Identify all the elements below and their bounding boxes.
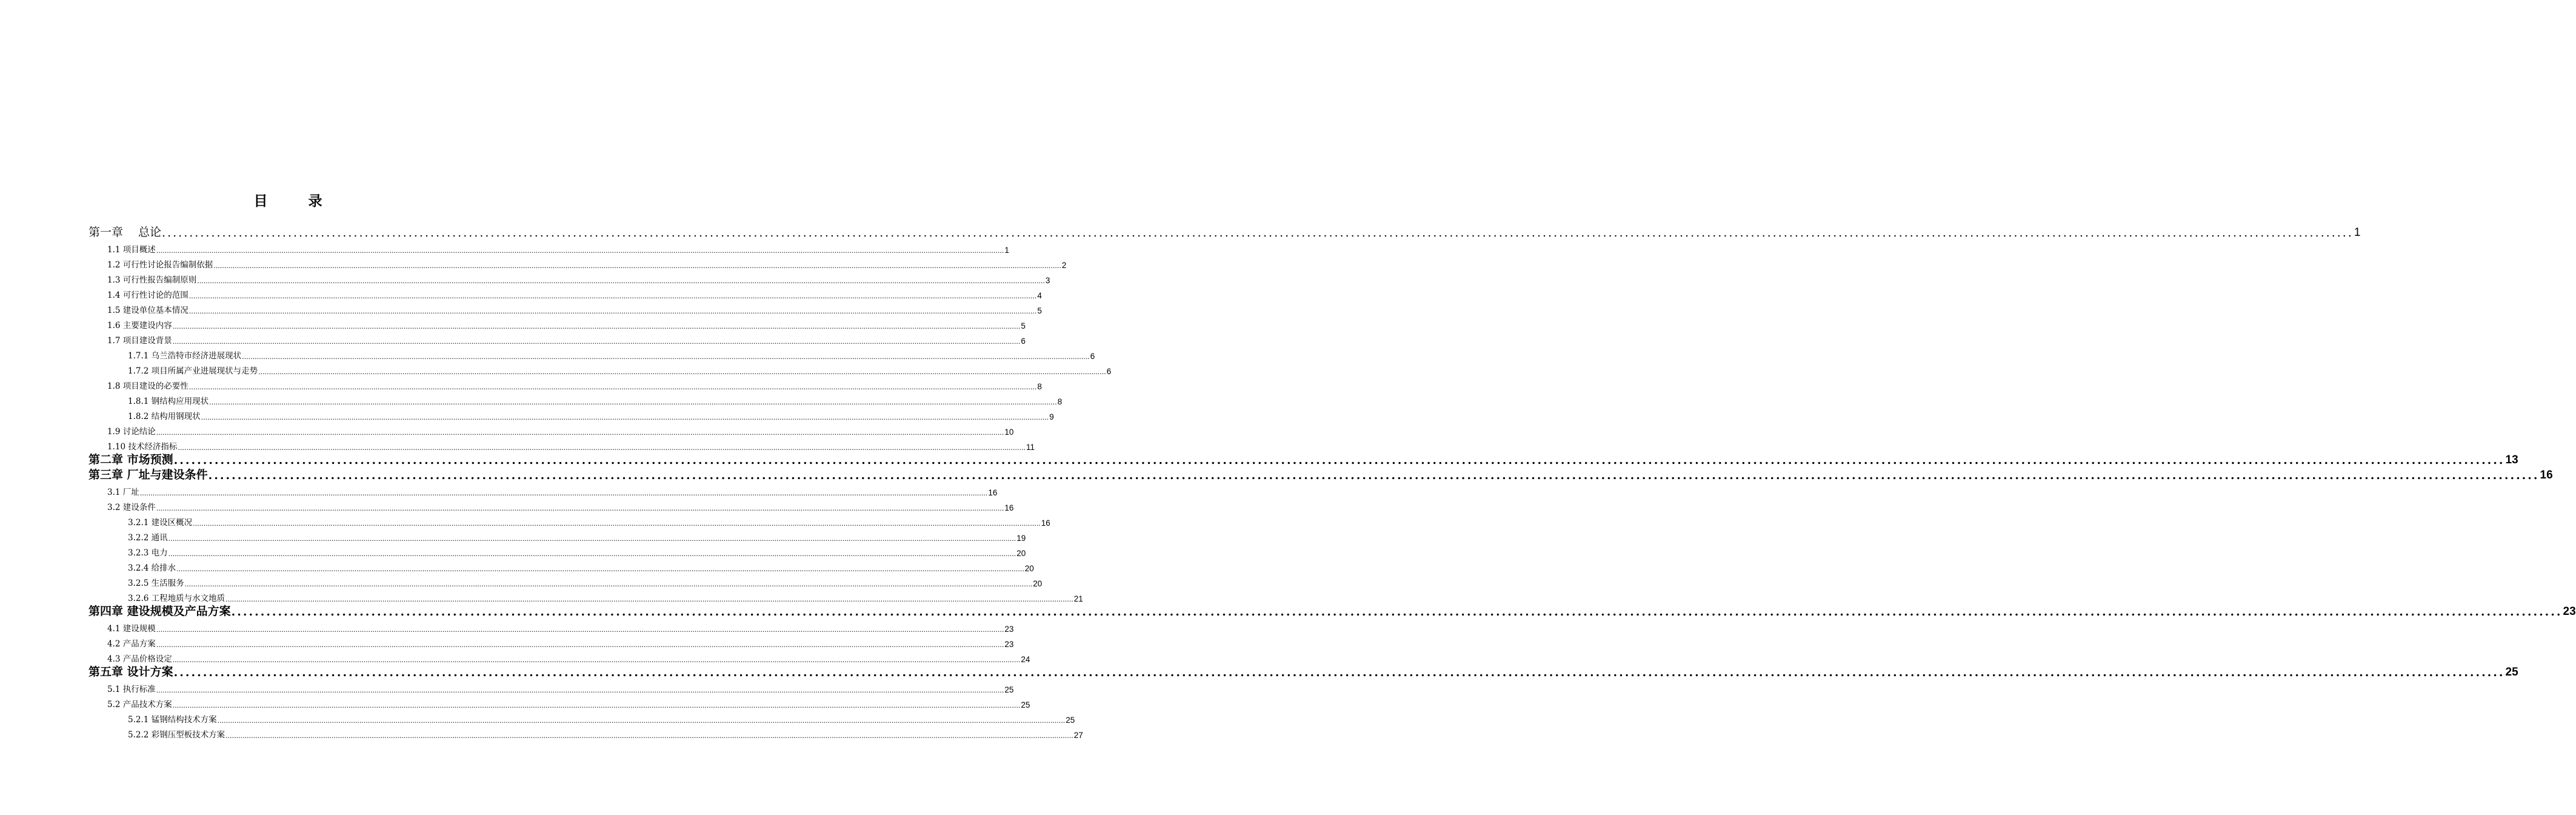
toc-title: 目 录 [253, 193, 336, 209]
toc-entry-page: 5 [1021, 321, 1026, 330]
toc-entry-page: 25 [1066, 716, 1075, 725]
toc-entry[interactable] [107, 255, 1067, 270]
toc-leader-dots: ................................................................................................................................................................................................................................................................................................................................................................................................................ [156, 686, 1004, 694]
toc-leader-dots: ................................................................................................................................................................................................................................................................................................................................................................................................................ [231, 605, 2563, 619]
toc-entry[interactable] [107, 300, 1042, 315]
toc-entry[interactable] [107, 497, 1014, 512]
toc-entry-label: 第五章 设计方案 [88, 665, 173, 679]
toc-entry-label: 1.7 项目建设背景 [107, 336, 172, 346]
toc-entry[interactable] [107, 330, 1026, 346]
toc-entry[interactable] [128, 709, 1075, 725]
toc-leader-dots: ................................................................................................................................................................................................................................................................................................................................................................................................................ [258, 368, 1106, 376]
toc-leader-dots: ................................................................................................................................................................................................................................................................................................................................................................................................................ [208, 469, 2540, 482]
toc-entry-page: 25 [1004, 685, 1014, 694]
toc-leader-dots: ................................................................................................................................................................................................................................................................................................................................................................................................................ [197, 277, 1045, 285]
toc-leader-dots: ................................................................................................................................................................................................................................................................................................................................................................................................................ [156, 429, 1004, 437]
toc-entry-page: 23 [1004, 625, 1014, 634]
toc-entry[interactable] [88, 223, 2361, 240]
toc-entry-label: 5.1 执行标准 [107, 685, 156, 694]
toc-leader-dots: ................................................................................................................................................................................................................................................................................................................................................................................................................ [168, 550, 1016, 558]
toc-entry-page: 20 [1016, 549, 1026, 558]
toc-entry-label: 1.3 可行性报告编制原则 [107, 275, 197, 285]
toc-entry[interactable] [107, 482, 998, 497]
toc-leader-dots: ................................................................................................................................................................................................................................................................................................................................................................................................................ [156, 641, 1004, 649]
toc-entry[interactable] [107, 634, 1014, 649]
toc-entry[interactable] [128, 558, 1034, 573]
toc-entry-page: 6 [1090, 352, 1095, 361]
toc-entry-label: 1.10 技术经济指标 [107, 442, 178, 452]
toc-entry-label: 3.2.5 生活服务 [128, 579, 184, 588]
toc-entry-page: 21 [1073, 594, 1083, 603]
toc-entry-page: 16 [1041, 518, 1050, 528]
toc-entry-page: 11 [1026, 443, 1035, 452]
toc-entry-page: 6 [1021, 337, 1026, 346]
toc-entry[interactable] [107, 694, 1030, 709]
toc-entry[interactable] [107, 679, 1014, 694]
toc-entry[interactable] [107, 285, 1042, 300]
toc-entry-label: 1.6 主要建设内容 [107, 321, 172, 330]
toc-leader-dots: ................................................................................................................................................................................................................................................................................................................................................................................................................ [172, 338, 1021, 346]
toc-entry-label: 1.1 项目概述 [107, 245, 156, 255]
toc-entry-label: 3.2.1 建设区概况 [128, 518, 193, 528]
toc-leader-dots: ................................................................................................................................................................................................................................................................................................................................................................................................................ [156, 247, 1004, 255]
toc-entry[interactable] [128, 361, 1112, 376]
toc-leader-dots: ................................................................................................................................................................................................................................................................................................................................................................................................................ [139, 489, 988, 497]
toc-entry-page: 19 [1016, 534, 1026, 543]
toc-leader-dots: ................................................................................................................................................................................................................................................................................................................................................................................................................ [172, 656, 1021, 664]
toc-leader-dots: ................................................................................................................................................................................................................................................................................................................................................................................................................ [242, 353, 1090, 361]
toc-entry-page: 9 [1049, 412, 1054, 421]
toc-entry-label: 5.2.2 彩钢压型板技术方案 [128, 730, 225, 740]
toc-entry[interactable] [107, 315, 1026, 330]
toc-entry-page: 16 [988, 488, 998, 497]
toc-entry-page: 20 [1033, 579, 1043, 588]
toc-entry-label: 3.1 厂址 [107, 488, 139, 497]
toc-entry[interactable] [128, 512, 1050, 528]
toc-leader-dots: ................................................................................................................................................................................................................................................................................................................................................................................................................ [209, 398, 1057, 406]
toc-entry-label: 第四章 建设规模及产品方案 [88, 605, 231, 618]
toc-leader-dots: ................................................................................................................................................................................................................................................................................................................................................................................................................ [168, 535, 1016, 543]
toc-entry-label: 4.1 建设规模 [107, 624, 156, 634]
toc-entry-page: 5 [1037, 306, 1042, 315]
toc-entry-label: 5.2 产品技术方案 [107, 700, 172, 709]
toc-entry-page: 23 [2563, 605, 2576, 618]
toc-leader-dots: ................................................................................................................................................................................................................................................................................................................................................................................................................ [156, 505, 1004, 512]
toc-leader-dots: ................................................................................................................................................................................................................................................................................................................................................................................................................ [184, 580, 1033, 588]
toc-entry[interactable] [128, 406, 1054, 421]
toc-entry[interactable] [107, 270, 1050, 285]
toc-entry[interactable] [88, 467, 2553, 482]
toc-entry[interactable] [88, 452, 2518, 467]
toc-leader-dots: ................................................................................................................................................................................................................................................................................................................................................................................................................ [173, 454, 2505, 467]
toc-leader-dots: ................................................................................................................................................................................................................................................................................................................................................................................................................ [193, 520, 1041, 528]
toc-entry[interactable] [107, 421, 1014, 437]
toc-leader-dots: ................................................................................................................................................................................................................................................................................................................................................................................................................ [176, 565, 1024, 573]
toc-entry[interactable] [107, 376, 1042, 391]
toc-entry-page: 13 [2505, 454, 2518, 466]
toc-entry-label: 1.5 建设单位基本情况 [107, 306, 189, 315]
toc-entry-page: 3 [1045, 276, 1050, 285]
toc-leader-dots: ................................................................................................................................................................................................................................................................................................................................................................................................................ [225, 732, 1073, 740]
toc-entry[interactable] [107, 649, 1030, 664]
toc-entry-label: 1.8.2 结构用钢现状 [128, 412, 201, 421]
toc-entry-label: 1.7.1 乌兰浩特市经济进展现状 [128, 351, 242, 361]
toc-entry-label: 第三章 厂址与建设条件 [88, 468, 208, 481]
toc-entry[interactable] [128, 528, 1026, 543]
toc-leader-dots: ................................................................................................................................................................................................................................................................................................................................................................................................................ [178, 444, 1026, 452]
toc-entry-label: 1.4 可行性讨论的范围 [107, 290, 189, 300]
toc-entry-label: 3.2.4 给排水 [128, 563, 176, 573]
toc-leader-dots: ................................................................................................................................................................................................................................................................................................................................................................................................................ [172, 323, 1021, 330]
toc-entry-page: 27 [1073, 731, 1083, 740]
toc-leader-dots: ................................................................................................................................................................................................................................................................................................................................................................................................................ [189, 292, 1037, 300]
toc-entry[interactable] [128, 346, 1095, 361]
toc-entry-page: 20 [1024, 564, 1034, 573]
toc-entry-label: 4.3 产品价格设定 [107, 654, 172, 664]
toc-entry[interactable] [88, 603, 2576, 619]
toc-leader-dots: ................................................................................................................................................................................................................................................................................................................................................................................................................ [156, 626, 1004, 634]
toc-leader-dots: ................................................................................................................................................................................................................................................................................................................................................................................................................ [189, 307, 1037, 315]
toc-entry-page: 10 [1004, 428, 1014, 437]
toc-entry-label: 5.2.1 锰钢结构技术方案 [128, 715, 217, 725]
toc-entry-page: 1 [1004, 246, 1009, 255]
toc-entry-label: 1.8.1 钢结构应用现状 [128, 397, 209, 406]
toc-entry-label: 第二章 市场预测 [88, 453, 173, 466]
toc-entry-label: 3.2.3 电力 [128, 548, 168, 558]
toc-entry-page: 25 [2505, 666, 2518, 679]
toc-entry-label: 1.9 讨论结论 [107, 427, 156, 437]
toc-entry-label: 第一章 总论 [88, 226, 162, 239]
toc-entry-page: 6 [1106, 367, 1112, 376]
toc-leader-dots: ................................................................................................................................................................................................................................................................................................................................................................................................................ [173, 666, 2505, 679]
toc-leader-dots: ................................................................................................................................................................................................................................................................................................................................................................................................................ [217, 717, 1066, 725]
toc-entry-page: 23 [1004, 640, 1014, 649]
toc-entry[interactable] [128, 588, 1083, 603]
toc-entry-label: 3.2 建设条件 [107, 503, 156, 512]
toc-entry[interactable] [128, 391, 1063, 406]
toc-entry[interactable] [107, 437, 1035, 452]
toc-entry-label: 1.8 项目建设的必要性 [107, 381, 189, 391]
toc-entry-page: 2 [1061, 261, 1067, 270]
toc-leader-dots: ................................................................................................................................................................................................................................................................................................................................................................................................................ [225, 595, 1073, 603]
toc-entry-page: 25 [1021, 700, 1030, 709]
toc-entry-page: 16 [1004, 503, 1014, 512]
toc-entry-page: 4 [1037, 291, 1042, 300]
toc-entry-label: 3.2.2 通讯 [128, 533, 168, 543]
toc-leader-dots: ................................................................................................................................................................................................................................................................................................................................................................................................................ [213, 262, 1061, 270]
toc-leader-dots: ................................................................................................................................................................................................................................................................................................................................................................................................................ [201, 414, 1049, 421]
toc-entry-label: 4.2 产品方案 [107, 639, 156, 649]
toc-entry-page: 16 [2540, 469, 2553, 481]
toc-entry-label: 3.2.6 工程地质与水文地质 [128, 594, 225, 603]
toc-entry-label: 1.7.2 项目所属产业进展现状与走势 [128, 366, 258, 376]
toc-entry-page: 1 [2354, 226, 2361, 239]
toc-entry[interactable] [128, 725, 1083, 740]
toc-entry[interactable] [128, 543, 1026, 558]
toc-entry-page: 8 [1057, 397, 1063, 406]
toc-entry-label: 1.2 可行性讨论报告编制依据 [107, 260, 213, 270]
toc-entry-page: 8 [1037, 382, 1042, 391]
toc-entry[interactable] [107, 619, 1014, 634]
toc-entry[interactable] [88, 664, 2518, 679]
toc-leader-dots: ................................................................................................................................................................................................................................................................................................................................................................................................................ [189, 383, 1037, 391]
toc-leader-dots: ................................................................................................................................................................................................................................................................................................................................................................................................................ [162, 226, 2354, 240]
toc-entry-page: 24 [1021, 655, 1030, 664]
toc-entry[interactable] [128, 573, 1043, 588]
toc-entry[interactable] [107, 240, 1009, 255]
toc-leader-dots: ................................................................................................................................................................................................................................................................................................................................................................................................................ [172, 702, 1021, 709]
